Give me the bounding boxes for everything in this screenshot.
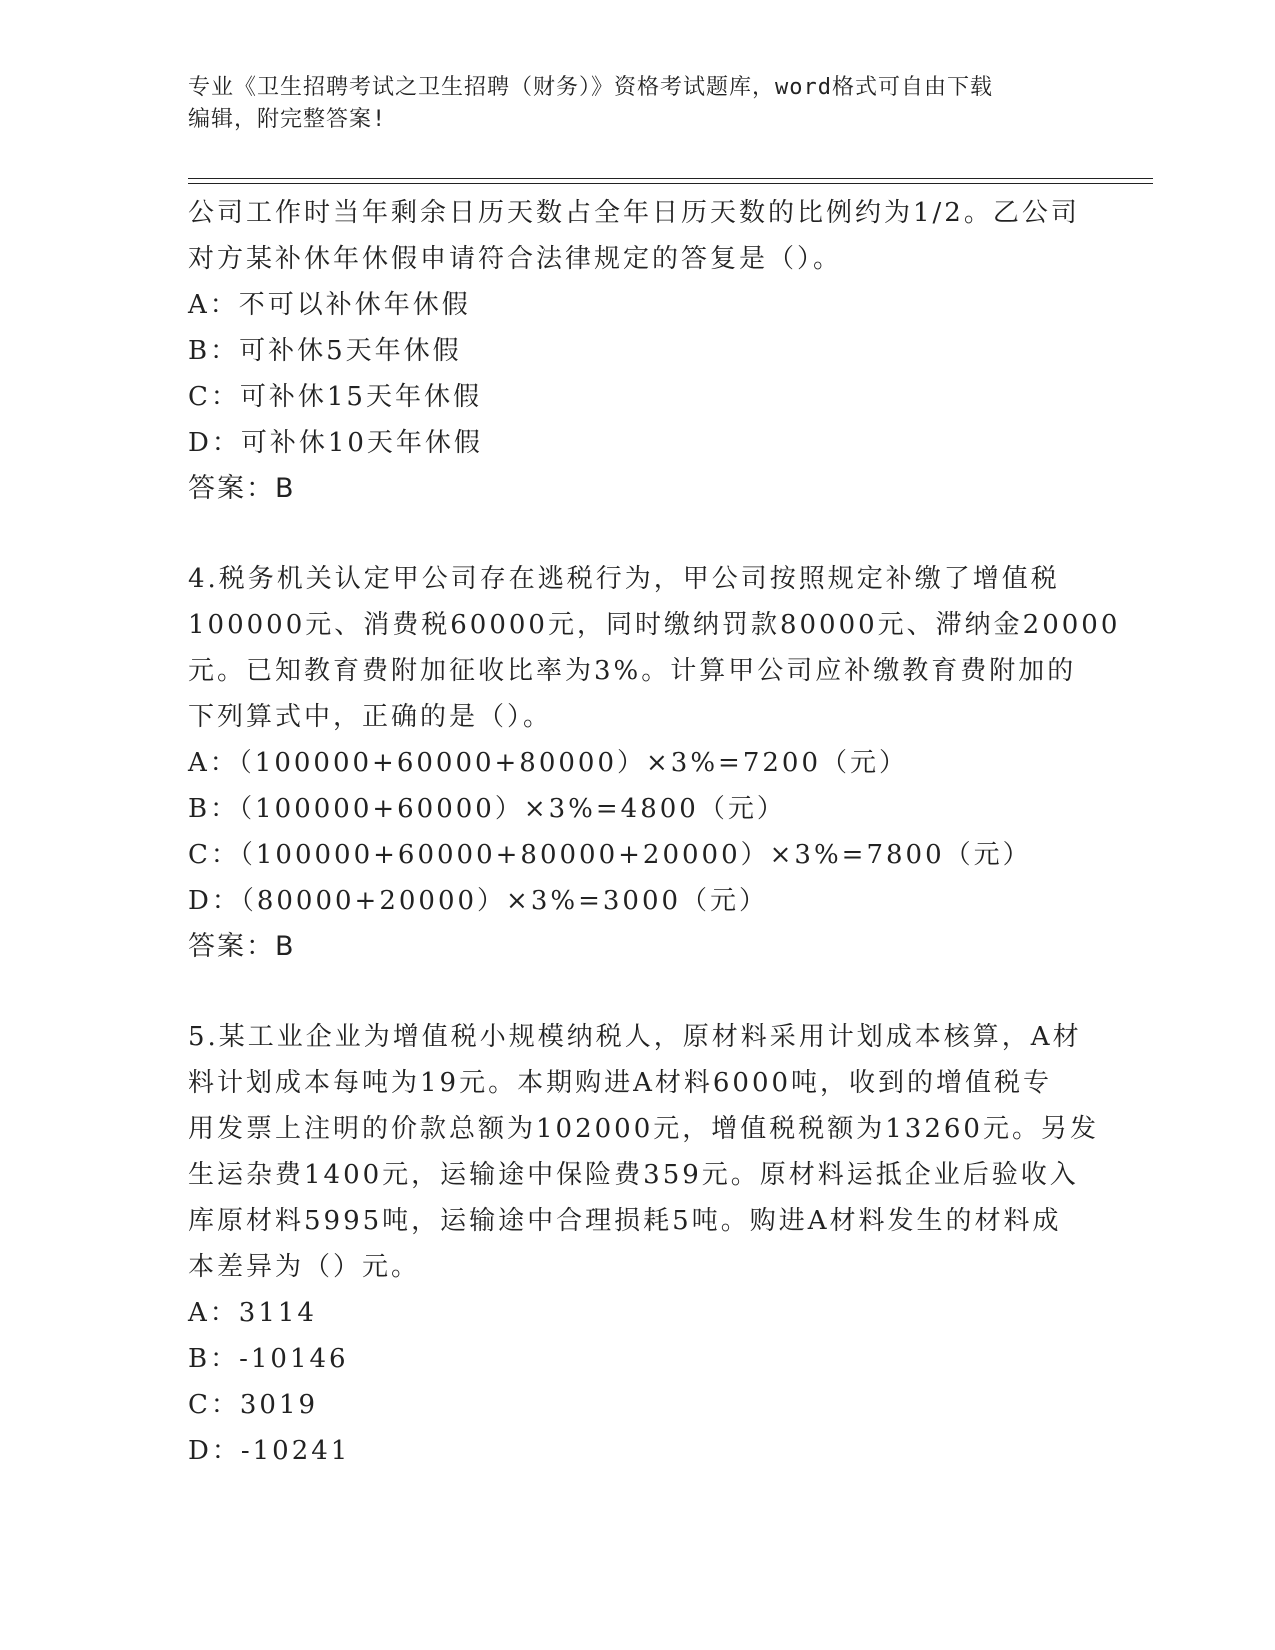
question-5 [188, 1014, 1099, 1474]
question-3-stem-line: 对方某补休年休假申请符合法律规定的答复是（）。 [188, 244, 843, 274]
question-5-stem-line: 库原材料5995吨，运输途中合理损耗5吨。购进A材料发生的材料成 [188, 1206, 1062, 1236]
question-4-stem-line: 元。已知教育费附加征收比率为3%。计算甲公司应补缴教育费附加的 [188, 656, 1077, 686]
question-5-stem-line: 5.某工业企业为增值税小规模纳税人，原材料采用计划成本核算，A材 [188, 1022, 1082, 1052]
question-4-option-c: C：（100000+60000+80000+20000）×3%=7800（元） [188, 840, 1032, 870]
question-3-option-a: A：不可以补休年休假 [188, 290, 471, 320]
header-rule-bottom [188, 183, 1153, 184]
question-4-stem-line: 下列算式中，正确的是（）。 [188, 702, 553, 732]
question-3-option-d: D：可补休10天年休假 [188, 428, 483, 458]
header-line-2: 编辑，附完整答案! [188, 107, 387, 132]
question-4-stem-line: 4.税务机关认定甲公司存在逃税行为，甲公司按照规定补缴了增值税 [188, 564, 1060, 594]
question-3-option-b: B：可补休5天年休假 [188, 336, 462, 366]
question-5-stem-line: 用发票上注明的价款总额为102000元，增值税税额为13260元。另发 [188, 1114, 1099, 1144]
question-4-option-a: A：（100000+60000+80000）×3%=7200（元） [188, 748, 909, 778]
spacer [188, 970, 1088, 1014]
question-5-option-a: A：3114 [188, 1298, 317, 1328]
question-5-stem-line: 生运杂费1400元，运输途中保险费359元。原材料运抵企业后验收入 [188, 1160, 1079, 1190]
question-5-option-c: C：3019 [188, 1390, 319, 1420]
question-3-stem-line: 公司工作时当年剩余日历天数占全年日历天数的比例约为1/2。乙公司 [188, 198, 1080, 228]
question-3 [188, 190, 1088, 512]
question-5-option-b: B：-10146 [188, 1344, 349, 1374]
question-4-option-d: D：（80000+20000）×3%=3000（元） [188, 886, 769, 916]
question-4-stem-line: 100000元、消费税60000元，同时缴纳罚款80000元、滞纳金20000 [188, 610, 1121, 640]
spacer [188, 512, 1088, 556]
header-double-rule [188, 178, 1153, 184]
question-5-stem-line: 料计划成本每吨为19元。本期购进A材料6000吨，收到的增值税专 [188, 1068, 1053, 1098]
question-3-answer: 答案：B [188, 473, 296, 504]
question-4 [188, 556, 1121, 970]
document-header [188, 72, 1088, 136]
question-4-answer: 答案：B [188, 931, 296, 962]
header-line-1: 专业《卫生招聘考试之卫生招聘（财务）》资格考试题库，word格式可自由下载 [188, 75, 993, 100]
question-5-option-d: D：-10241 [188, 1436, 351, 1466]
document-body [188, 190, 1121, 1474]
question-4-option-b: B：（100000+60000）×3%=4800（元） [188, 794, 786, 824]
header-rule-top [188, 178, 1153, 179]
question-3-option-c: C：可补休15天年休假 [188, 382, 482, 412]
question-5-stem-line: 本差异为（）元。 [188, 1252, 421, 1282]
